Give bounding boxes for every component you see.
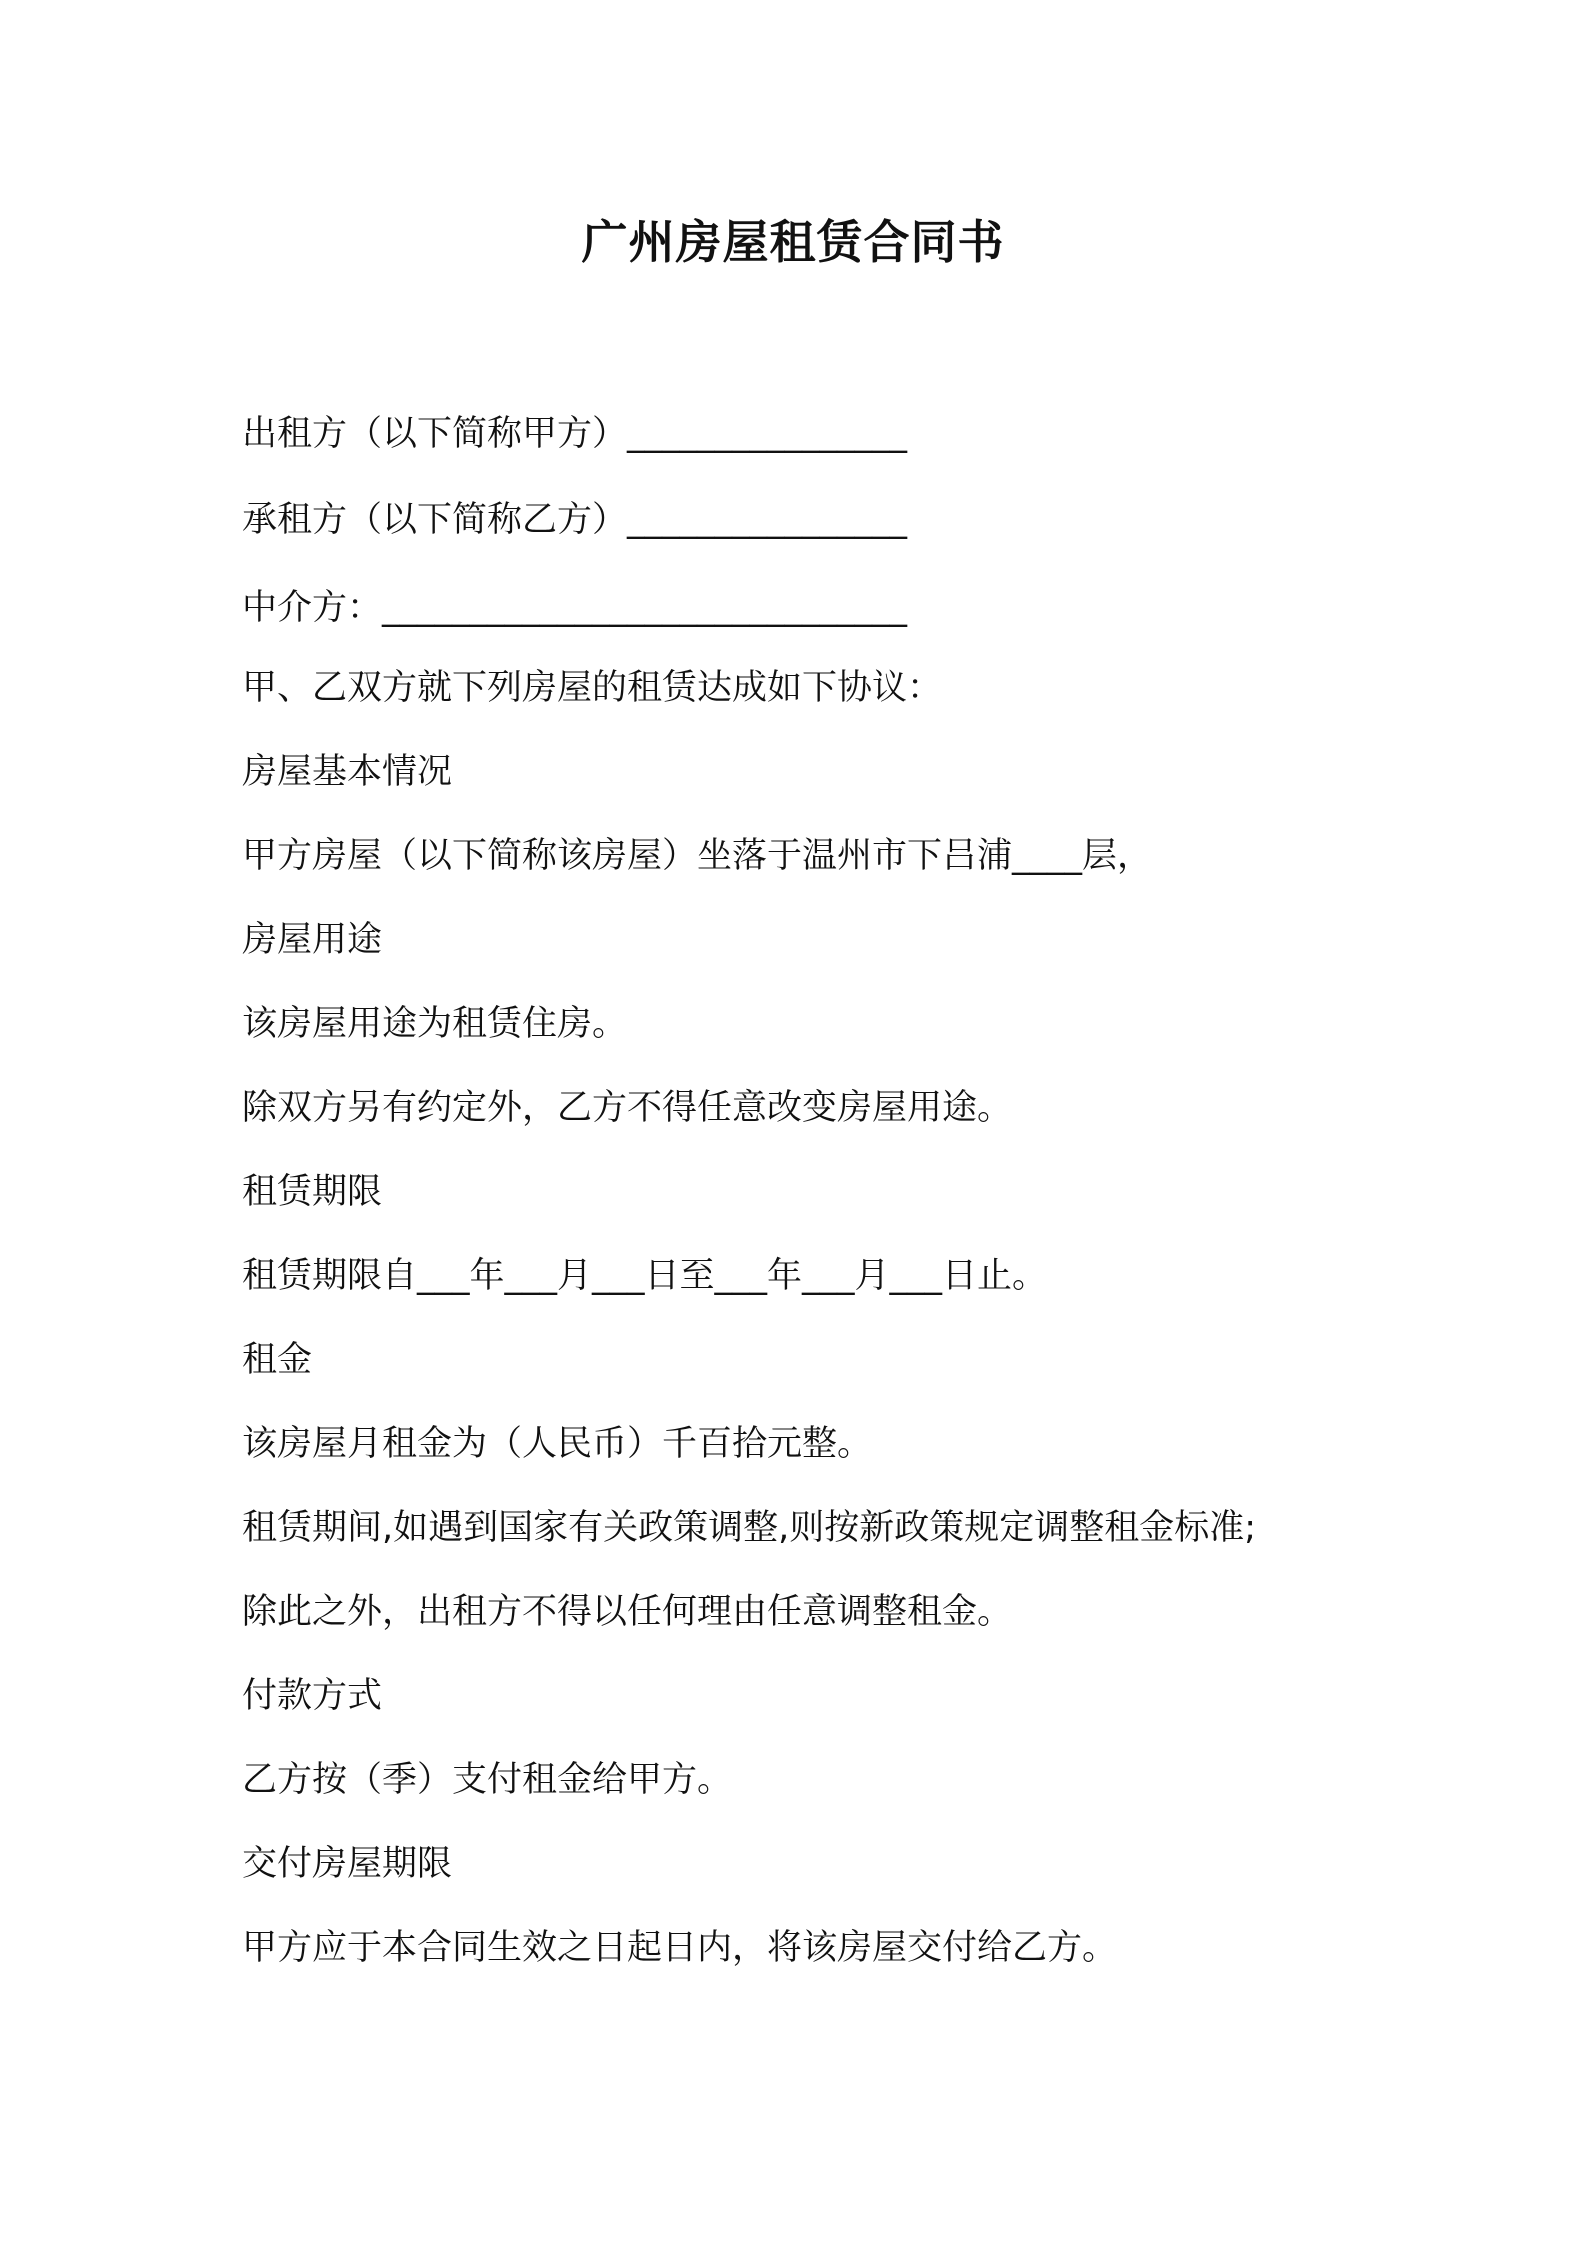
payment-text: 乙方按（季）支付租金给甲方。 [242,1760,733,1800]
usage-text: 该房屋用途为租赁住房。 [242,1004,628,1044]
section-heading-delivery: 交付房屋期限 [242,1844,453,1884]
property-location-text: 甲方房屋（以下简称该房屋）坐落于温州市下吕浦____层， [242,836,1153,876]
agent-line: 中介方：______________________________ [242,588,908,628]
agreement-intro: 甲、乙双方就下列房屋的租赁达成如下协议： [242,668,943,708]
lessor-line: 出租方（以下简称甲方）________________ [242,414,908,454]
document-title: 广州房屋租赁合同书 [581,215,1005,269]
rent-no-adjustment-text: 除此之外，出租方不得以任何理由任意调整租金。 [242,1592,1013,1632]
section-heading-usage: 房屋用途 [242,920,383,960]
section-heading-rent: 租金 [242,1340,313,1380]
term-text: 租赁期限自___年___月___日至___年___月___日止。 [242,1256,1048,1296]
usage-restriction-text: 除双方另有约定外，乙方不得任意改变房屋用途。 [242,1088,1013,1128]
rent-amount-text: 该房屋月租金为（人民币）千百拾元整。 [242,1424,873,1464]
rent-adjustment-text: 租赁期间,如遇到国家有关政策调整,则按新政策规定调整租金标准; [242,1508,1257,1548]
delivery-text: 甲方应于本合同生效之日起日内，将该房屋交付给乙方。 [242,1928,1118,1968]
section-heading-property: 房屋基本情况 [242,752,453,792]
section-heading-payment: 付款方式 [242,1676,383,1716]
section-heading-term: 租赁期限 [242,1172,383,1212]
lessee-line: 承租方（以下简称乙方）________________ [242,500,908,540]
